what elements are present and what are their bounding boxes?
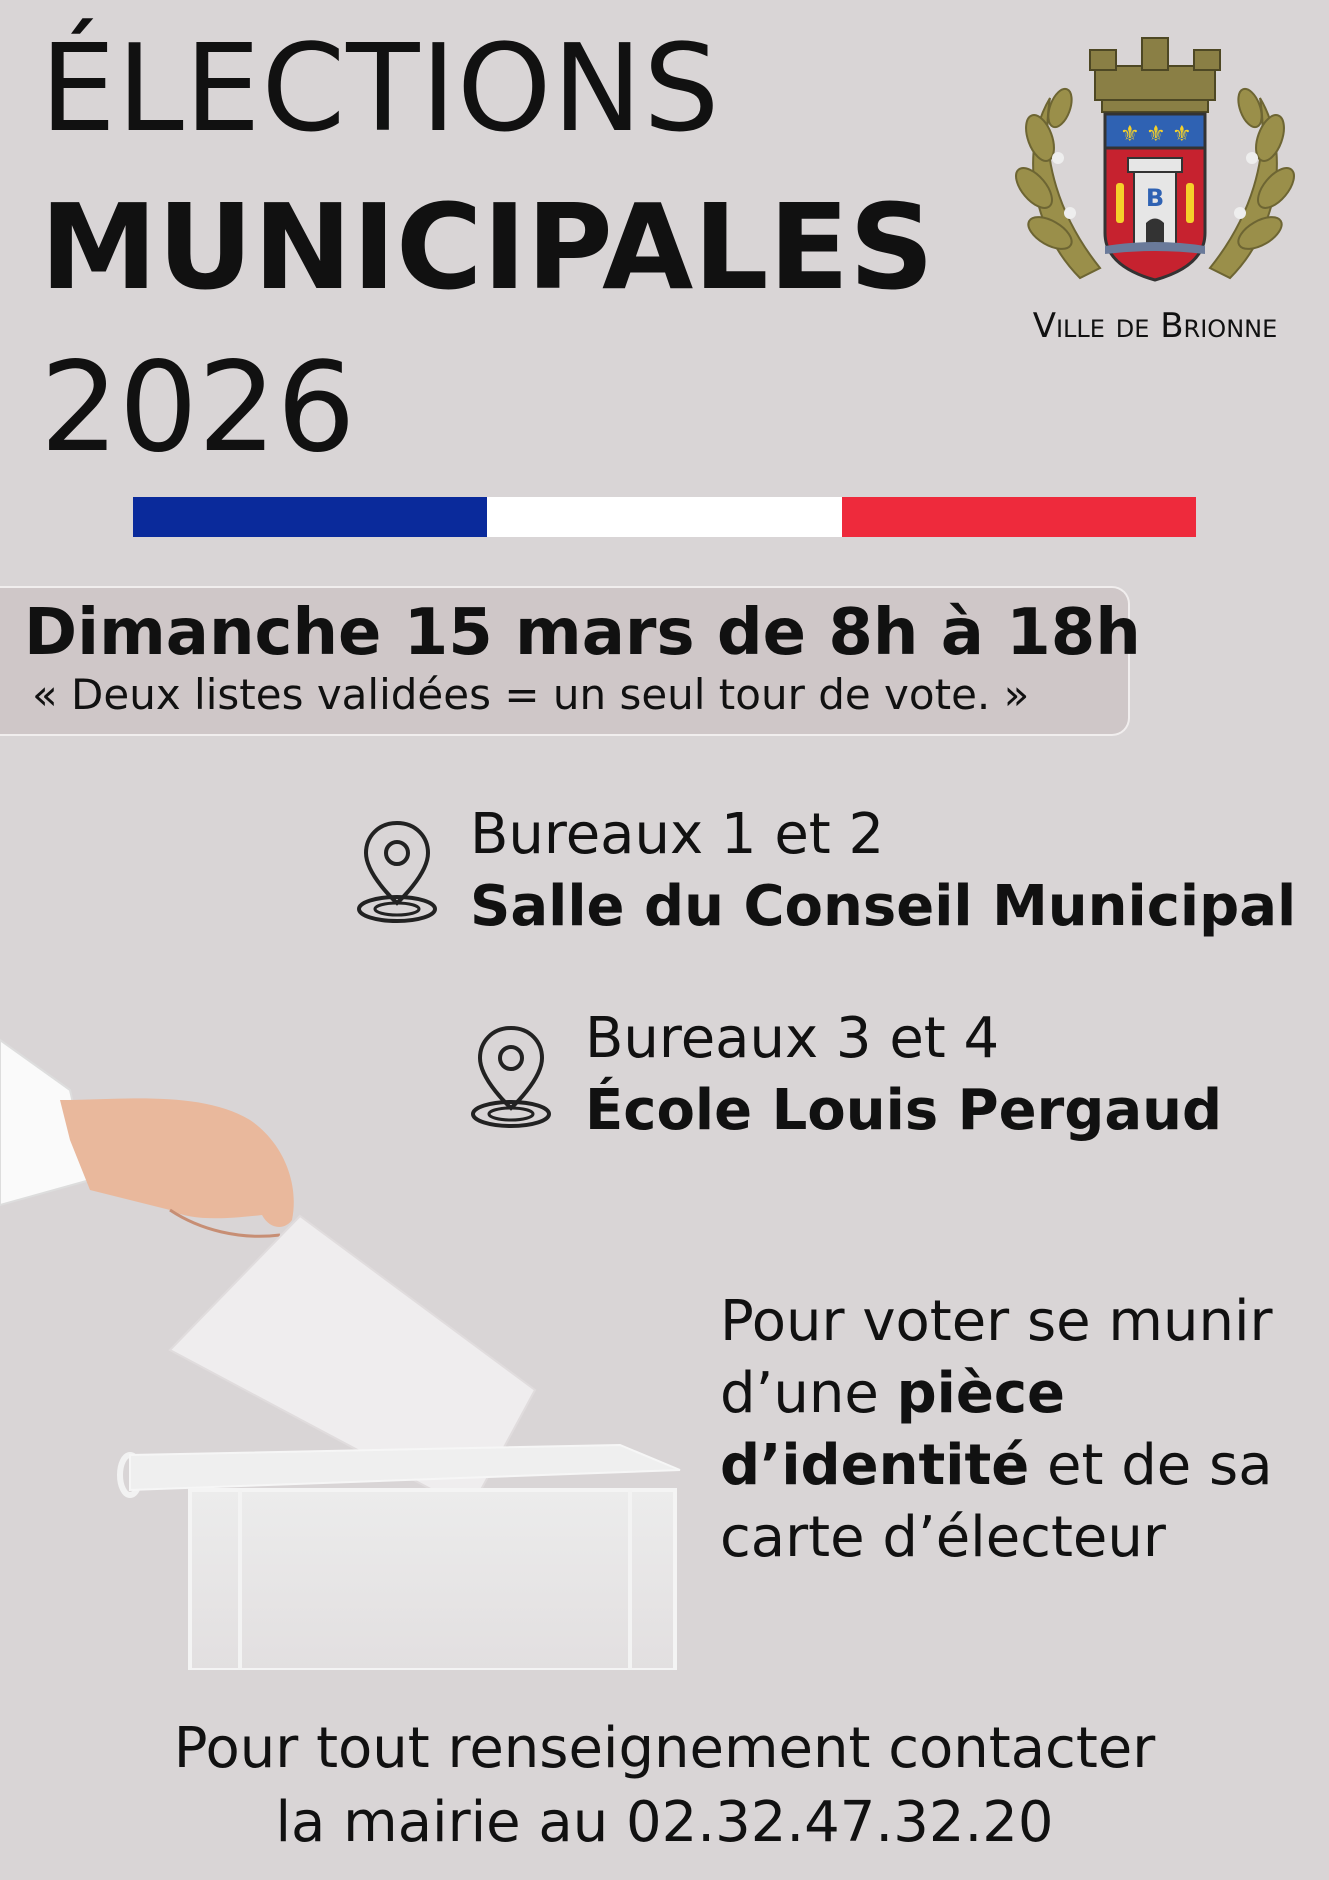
city-name: Ville de Brionne [1032, 306, 1278, 346]
location-2-bureaux: Bureaux 3 et 4 [585, 1006, 1000, 1071]
contact-line-1: Pour tout renseignement contacter [173, 1716, 1156, 1781]
contact-line-2: la mairie au 02.32.47.32.20 [275, 1790, 1054, 1855]
map-pin-icon [352, 815, 442, 925]
title-year: 2026 [40, 336, 356, 480]
flag-red [842, 497, 1196, 537]
svg-text:⚜: ⚜ [1120, 122, 1140, 147]
title-municipales: MUNICIPALES [40, 178, 935, 316]
title-elections: ÉLECTIONS [40, 20, 721, 159]
location-2-place: École Louis Pergaud [585, 1078, 1223, 1143]
flag-white [487, 497, 841, 537]
single-round-note: « Deux listes validées = un seul tour de vote. » [32, 670, 1030, 719]
requirements-text-end: et de sa carte d’électeur [720, 1433, 1273, 1570]
location-1-bureaux: Bureaux 1 et 2 [470, 802, 885, 867]
flag-blue [133, 497, 487, 537]
ballot-box-illustration [0, 1030, 700, 1670]
tricolor-flag [133, 497, 1196, 537]
svg-text:⚜: ⚜ [1172, 122, 1192, 147]
requirements-text: Pour voter se munir d’une [720, 1289, 1273, 1426]
election-date: Dimanche 15 mars de 8h à 18h [24, 596, 1141, 670]
svg-text:B: B [1145, 184, 1165, 212]
svg-text:⚜: ⚜ [1146, 122, 1166, 147]
id-document: pièce d’identité [720, 1361, 1066, 1498]
voting-requirements [720, 1286, 1280, 1574]
coat-of-arms-icon [1010, 28, 1300, 310]
contact-info [0, 1712, 1329, 1860]
location-1-place: Salle du Conseil Municipal [470, 874, 1297, 939]
